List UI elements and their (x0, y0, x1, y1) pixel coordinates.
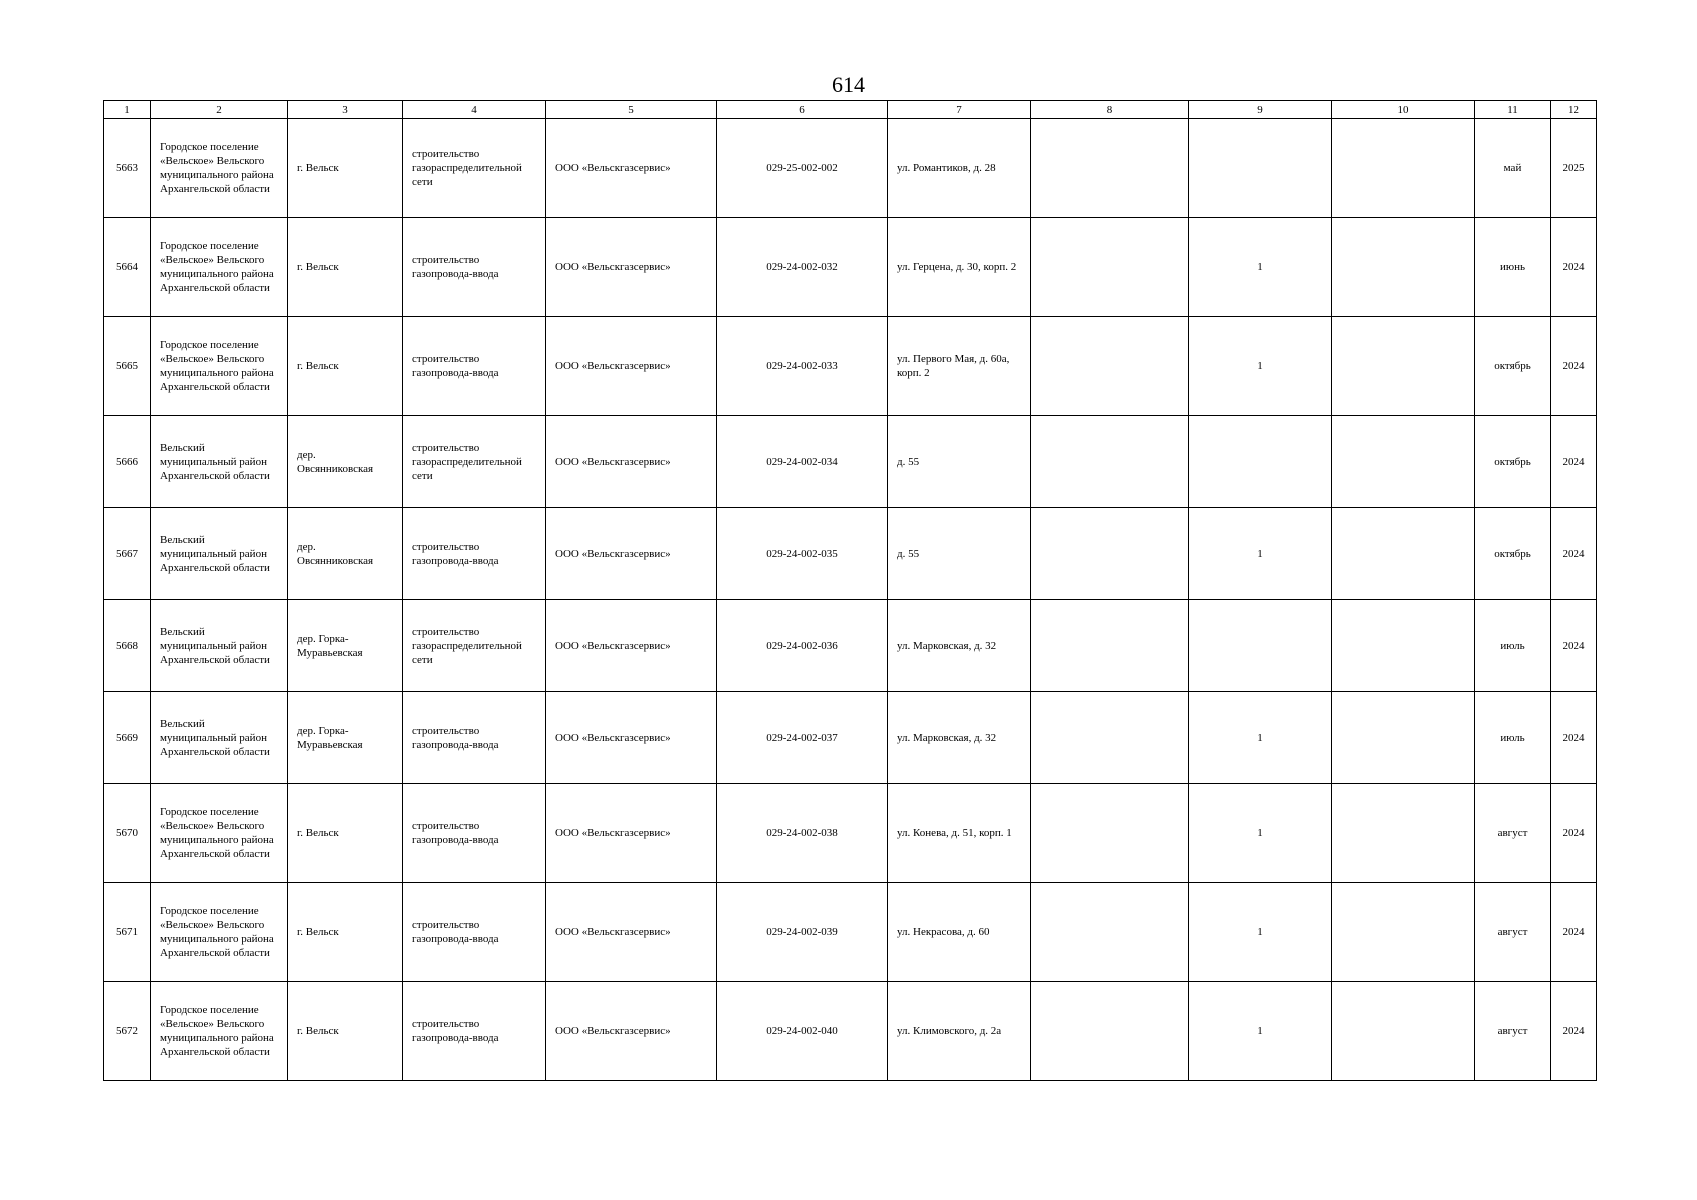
table-row (104, 317, 1597, 416)
object-code-cell: 029-24-002-036 (717, 600, 888, 692)
table-row (104, 218, 1597, 317)
col8-cell (1031, 600, 1189, 692)
table-row (104, 883, 1597, 982)
locality-cell: г. Вельск (288, 883, 403, 982)
row-number: 5672 (104, 982, 151, 1081)
column-header: 5 (546, 101, 717, 119)
object-code-cell: 029-24-002-033 (717, 317, 888, 416)
object-code-cell: 029-24-002-038 (717, 784, 888, 883)
locality-cell: г. Вельск (288, 784, 403, 883)
table-row (104, 692, 1597, 784)
col8-cell (1031, 317, 1189, 416)
work-type-cell: строительство газопровода-ввода (403, 982, 546, 1081)
col10-cell (1332, 692, 1475, 784)
month-cell: июль (1475, 692, 1551, 784)
organization-cell: ООО «Вельскгазсервис» (546, 317, 717, 416)
row-number: 5663 (104, 119, 151, 218)
col9-cell: 1 (1189, 784, 1332, 883)
col8-cell (1031, 119, 1189, 218)
col9-cell: 1 (1189, 883, 1332, 982)
year-cell: 2024 (1551, 317, 1597, 416)
month-cell: август (1475, 883, 1551, 982)
organization-cell: ООО «Вельскгазсервис» (546, 692, 717, 784)
address-cell: ул. Первого Мая, д. 60а, корп. 2 (888, 317, 1031, 416)
column-header: 7 (888, 101, 1031, 119)
col10-cell (1332, 784, 1475, 883)
col9-cell: 1 (1189, 508, 1332, 600)
table-row (104, 416, 1597, 508)
work-type-cell: строительство газопровода-ввода (403, 218, 546, 317)
locality-cell: дер. Овсянниковская (288, 416, 403, 508)
work-type-cell: строительство газопровода-ввода (403, 784, 546, 883)
work-type-cell: строительство газопровода-ввода (403, 508, 546, 600)
col10-cell (1332, 317, 1475, 416)
organization-cell: ООО «Вельскгазсервис» (546, 508, 717, 600)
address-cell: ул. Некрасова, д. 60 (888, 883, 1031, 982)
address-cell: ул. Романтиков, д. 28 (888, 119, 1031, 218)
col10-cell (1332, 119, 1475, 218)
col9-cell: 1 (1189, 692, 1332, 784)
work-type-cell: строительство газопровода-ввода (403, 317, 546, 416)
year-cell: 2024 (1551, 784, 1597, 883)
column-header: 1 (104, 101, 151, 119)
locality-cell: г. Вельск (288, 119, 403, 218)
month-cell: август (1475, 784, 1551, 883)
address-cell: ул. Марковская, д. 32 (888, 692, 1031, 784)
col9-cell (1189, 119, 1332, 218)
col10-cell (1332, 982, 1475, 1081)
organization-cell: ООО «Вельскгазсервис» (546, 218, 717, 317)
col10-cell (1332, 883, 1475, 982)
object-code-cell: 029-24-002-035 (717, 508, 888, 600)
locality-cell: дер. Горка-Муравьевская (288, 692, 403, 784)
column-header: 11 (1475, 101, 1551, 119)
column-header: 4 (403, 101, 546, 119)
row-number: 5665 (104, 317, 151, 416)
municipality-cell: Вельский муниципальный район Архангельской области (151, 416, 288, 508)
column-header: 8 (1031, 101, 1189, 119)
table-row (104, 982, 1597, 1081)
organization-cell: ООО «Вельскгазсервис» (546, 982, 717, 1081)
work-type-cell: строительство газопровода-ввода (403, 883, 546, 982)
column-header: 10 (1332, 101, 1475, 119)
year-cell: 2024 (1551, 692, 1597, 784)
month-cell: октябрь (1475, 416, 1551, 508)
month-cell: июль (1475, 600, 1551, 692)
col9-cell: 1 (1189, 317, 1332, 416)
col9-cell: 1 (1189, 982, 1332, 1081)
municipality-cell: Вельский муниципальный район Архангельской области (151, 508, 288, 600)
row-number: 5666 (104, 416, 151, 508)
organization-cell: ООО «Вельскгазсервис» (546, 784, 717, 883)
month-cell: август (1475, 982, 1551, 1081)
column-header: 6 (717, 101, 888, 119)
work-type-cell: строительство газораспределительной сети (403, 600, 546, 692)
table-row (104, 600, 1597, 692)
object-code-cell: 029-25-002-002 (717, 119, 888, 218)
col9-cell (1189, 416, 1332, 508)
year-cell: 2024 (1551, 508, 1597, 600)
work-type-cell: строительство газораспределительной сети (403, 416, 546, 508)
organization-cell: ООО «Вельскгазсервис» (546, 119, 717, 218)
work-type-cell: строительство газораспределительной сети (403, 119, 546, 218)
table-header (104, 101, 1597, 119)
table-row (104, 508, 1597, 600)
address-cell: д. 55 (888, 416, 1031, 508)
col8-cell (1031, 692, 1189, 784)
municipality-cell: Вельский муниципальный район Архангельской области (151, 692, 288, 784)
data-table (103, 100, 1597, 1081)
row-number: 5670 (104, 784, 151, 883)
col8-cell (1031, 883, 1189, 982)
col9-cell (1189, 600, 1332, 692)
table-row (104, 119, 1597, 218)
object-code-cell: 029-24-002-039 (717, 883, 888, 982)
object-code-cell: 029-24-002-032 (717, 218, 888, 317)
header-row (104, 101, 1597, 119)
col10-cell (1332, 416, 1475, 508)
col8-cell (1031, 982, 1189, 1081)
locality-cell: г. Вельск (288, 218, 403, 317)
col10-cell (1332, 508, 1475, 600)
year-cell: 2024 (1551, 982, 1597, 1081)
col8-cell (1031, 218, 1189, 317)
month-cell: октябрь (1475, 508, 1551, 600)
locality-cell: дер. Горка-Муравьевская (288, 600, 403, 692)
column-header: 2 (151, 101, 288, 119)
col8-cell (1031, 508, 1189, 600)
page-number: 614 (832, 72, 865, 97)
address-cell: ул. Герцена, д. 30, корп. 2 (888, 218, 1031, 317)
column-header: 12 (1551, 101, 1597, 119)
month-cell: июнь (1475, 218, 1551, 317)
table-row (104, 784, 1597, 883)
municipality-cell: Городское поселение «Вельское» Вельского муниципального района Архангельской области (151, 784, 288, 883)
column-header: 3 (288, 101, 403, 119)
address-cell: ул. Марковская, д. 32 (888, 600, 1031, 692)
col10-cell (1332, 600, 1475, 692)
municipality-cell: Вельский муниципальный район Архангельской области (151, 600, 288, 692)
object-code-cell: 029-24-002-040 (717, 982, 888, 1081)
month-cell: май (1475, 119, 1551, 218)
municipality-cell: Городское поселение «Вельское» Вельского муниципального района Архангельской области (151, 119, 288, 218)
year-cell: 2024 (1551, 416, 1597, 508)
year-cell: 2024 (1551, 600, 1597, 692)
address-cell: д. 55 (888, 508, 1031, 600)
column-header: 9 (1189, 101, 1332, 119)
address-cell: ул. Климовского, д. 2а (888, 982, 1031, 1081)
locality-cell: дер. Овсянниковская (288, 508, 403, 600)
municipality-cell: Городское поселение «Вельское» Вельского муниципального района Архангельской области (151, 218, 288, 317)
organization-cell: ООО «Вельскгазсервис» (546, 883, 717, 982)
col9-cell: 1 (1189, 218, 1332, 317)
municipality-cell: Городское поселение «Вельское» Вельского муниципального района Архангельской области (151, 317, 288, 416)
locality-cell: г. Вельск (288, 317, 403, 416)
locality-cell: г. Вельск (288, 982, 403, 1081)
table-body (104, 119, 1597, 1081)
row-number: 5669 (104, 692, 151, 784)
col8-cell (1031, 784, 1189, 883)
address-cell: ул. Конева, д. 51, корп. 1 (888, 784, 1031, 883)
organization-cell: ООО «Вельскгазсервис» (546, 416, 717, 508)
municipality-cell: Городское поселение «Вельское» Вельского муниципального района Архангельской области (151, 883, 288, 982)
organization-cell: ООО «Вельскгазсервис» (546, 600, 717, 692)
year-cell: 2025 (1551, 119, 1597, 218)
col8-cell (1031, 416, 1189, 508)
row-number: 5664 (104, 218, 151, 317)
year-cell: 2024 (1551, 883, 1597, 982)
row-number: 5668 (104, 600, 151, 692)
col10-cell (1332, 218, 1475, 317)
municipality-cell: Городское поселение «Вельское» Вельского муниципального района Архангельской области (151, 982, 288, 1081)
object-code-cell: 029-24-002-034 (717, 416, 888, 508)
row-number: 5667 (104, 508, 151, 600)
year-cell: 2024 (1551, 218, 1597, 317)
object-code-cell: 029-24-002-037 (717, 692, 888, 784)
month-cell: октябрь (1475, 317, 1551, 416)
work-type-cell: строительство газопровода-ввода (403, 692, 546, 784)
row-number: 5671 (104, 883, 151, 982)
